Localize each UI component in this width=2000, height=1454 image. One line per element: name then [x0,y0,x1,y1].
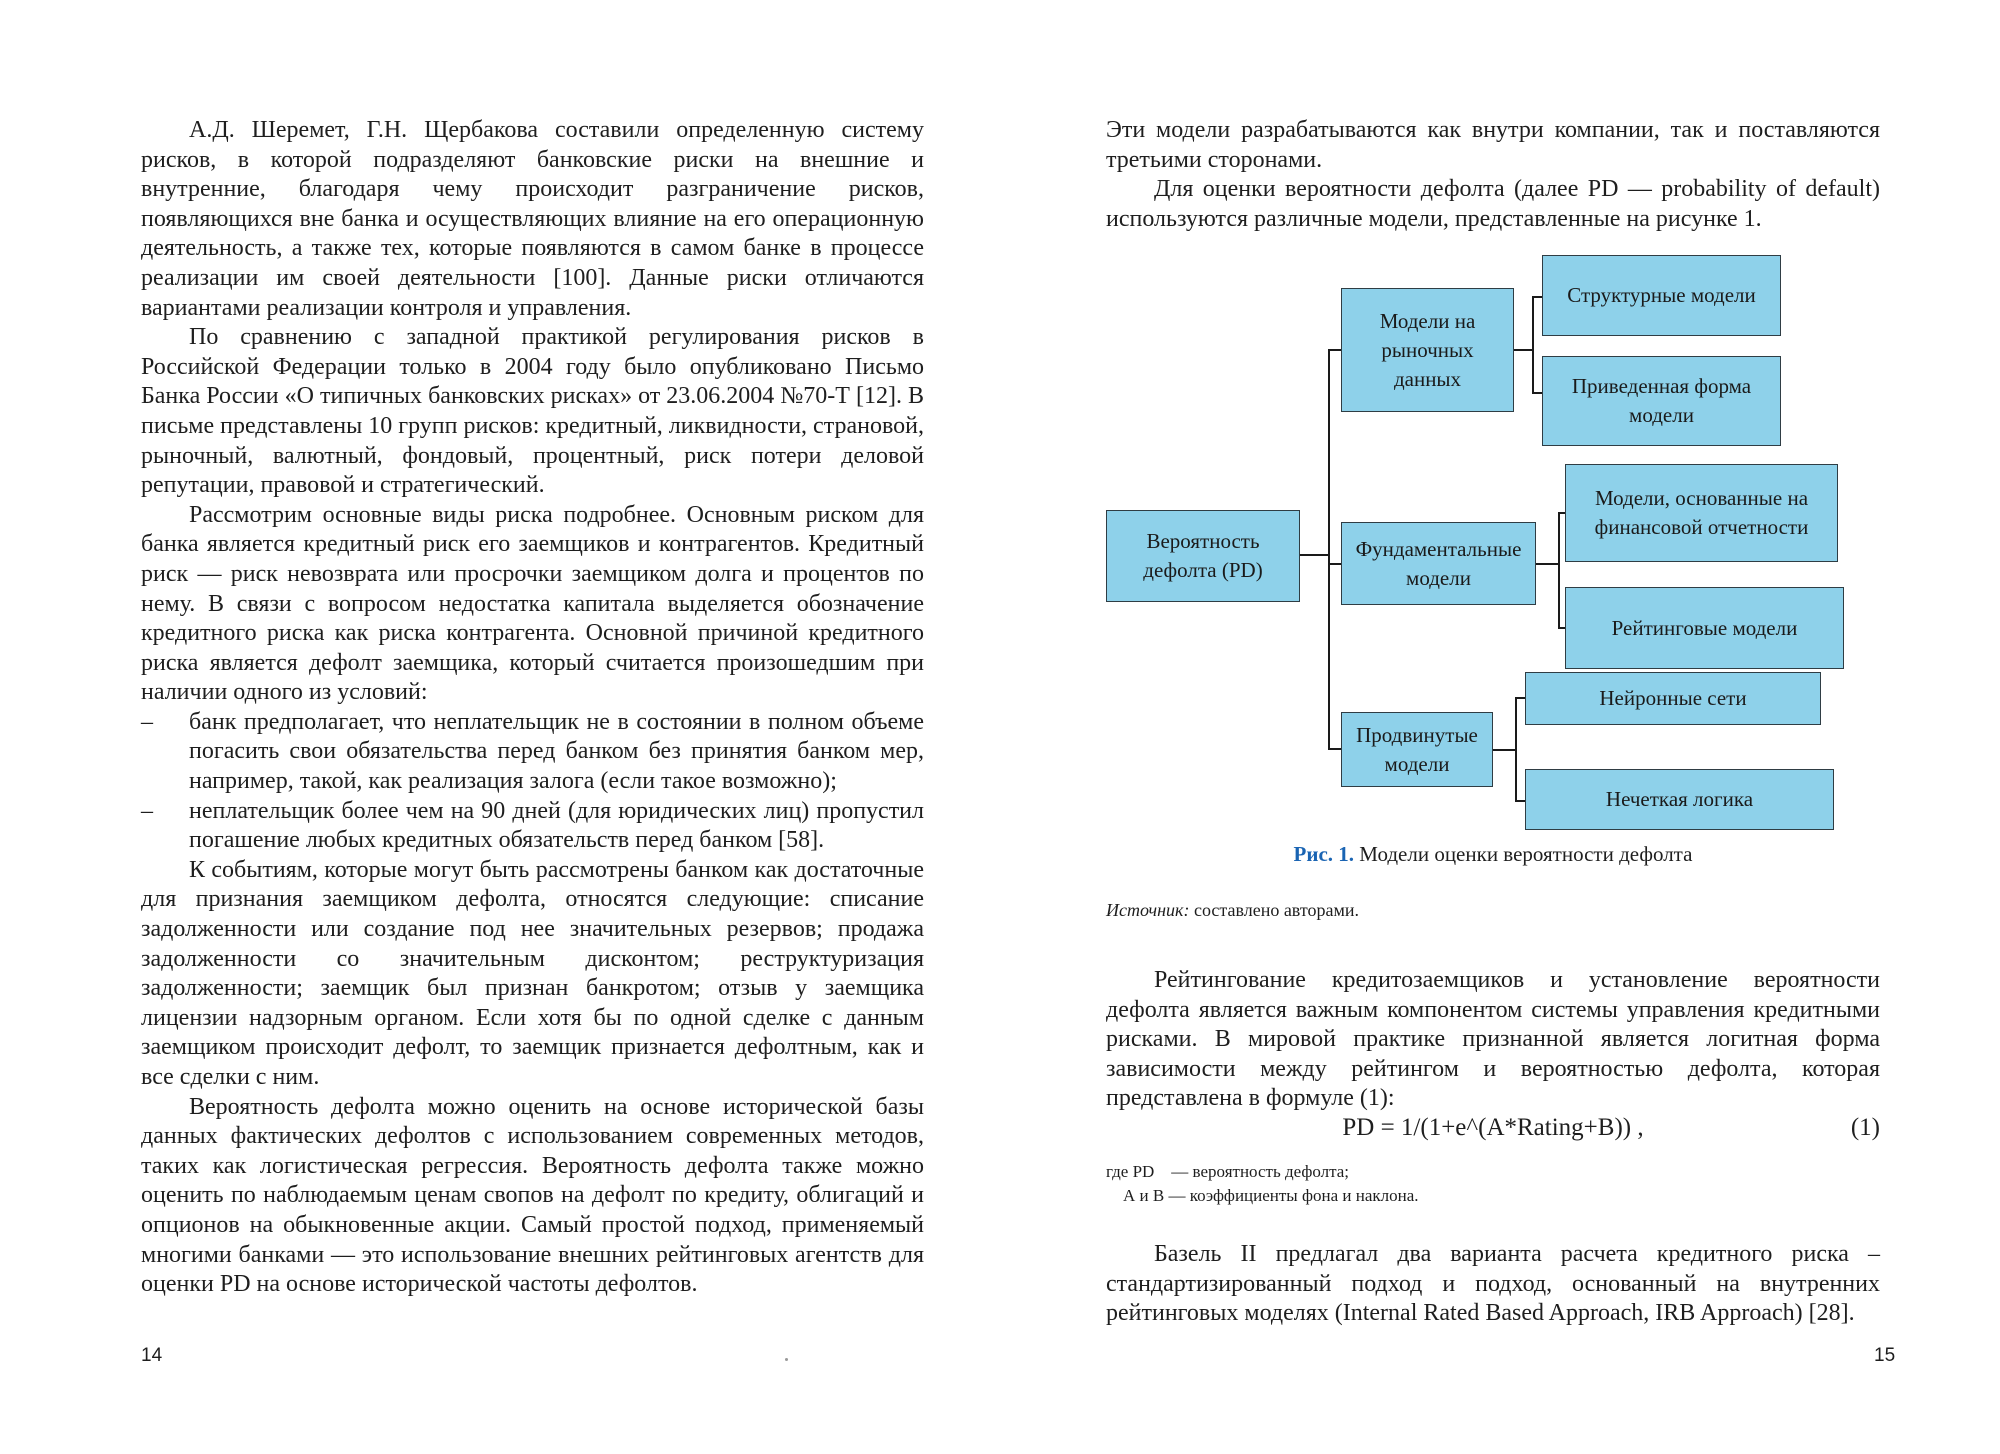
market-data-models-node: Модели на рыночных данных [1341,288,1514,412]
fundamental-models-node: Фундаментальные модели [1341,522,1536,605]
legend-line: А и В — коэффициенты фона и наклона. [1106,1186,1419,1205]
figure-caption [1106,842,1880,867]
connector [1300,554,1328,556]
root-node-pd: Вероятность дефолта (PD) [1106,510,1300,602]
connector [1493,749,1515,751]
paragraph: Базель II предлагал два варианта расчета кредитного риска – стандартизированный подход и подход, основанный на внутренних рейтинговых моделях (Internal Rated Based Approach, IRB Approach) [28]. [1106,1241,1880,1327]
list-item [141,797,924,856]
formula-1 [1106,1114,1880,1146]
paragraph: Рассмотрим основные виды риска подробнее. Основным риском для банка является кредитный риск его заемщиков и контрагентов. Кредитный риск — риск невозврата или просрочки заемщиком долга и процентов по нему. В связи с вопросом недостатка капитала выделяется обозначение кредитного риска как риска контрагента. Основной причиной кредитного риска является дефолт заемщика, который считается произошедшим при наличии одного из условий: [141,501,924,706]
list-item [141,708,924,797]
pd-models-diagram [1106,252,1886,832]
paragraph: К событиям, которые могут быть рассмотрены банком как достаточные для признания заемщиком дефолта, относятся следующие: списание задолженности или создание под нее значительных резервов; продажа задолженности со значительным дисконтом; реструктуризация задолженности; заемщик был признан банкротом; отзыв у заемщика лицензии надзорным органом. Если хотя бы по одной сделке с данным заемщиком происходит дефолт, то заемщик признается дефолтным, как и все сделки с ним. [141,856,924,1090]
advanced-models-node: Продвинутые модели [1341,712,1493,787]
paragraph: По сравнению с западной практикой регулирования рисков в Российской Федерации только в 2004 году было опубликовано Письмо Банка России «О типичных банковских рисках» от 23.06.2004 №70-Т [12]. В письме представлены 10 групп рисков: кредитный, ликвидности, страновой, рыночный, валютный, фондовый, процентный, риск потери деловой репутации, правовой и стратегический. [141,324,924,499]
dash-marker: – [141,708,153,735]
formula-expression: PD = 1/(1+e^(A*Rating+B)) , [1342,1114,1644,1141]
reduced-form-models-node: Приведенная форма модели [1542,356,1781,446]
list-item-text: неплательщик более чем на 90 дней (для юридических лиц) пропустил погашение любых кредитных обязательств перед банком [58]. [189,797,924,854]
connector [1532,392,1542,394]
connector [1328,563,1341,565]
left-page [0,0,990,1454]
page-number: 14 [141,1345,163,1366]
page-number: 15 [1874,1345,1896,1366]
source-label: Источник: [1106,900,1190,920]
paragraph: Вероятность дефолта можно оценить на основе исторической базы данных фактических дефолтов с использованием современных методов, таких как логистическая регрессия. Вероятность дефолта также можно оценить по наблюдаемым ценам свопов на дефолт по кредиту, облигаций и опционов на обыкновенные акции. Самый простой подход, применяемый многими банками — это использование внешних рейтинговых агентств для оценки PD на основе исторической частоты дефолтов. [141,1093,924,1298]
fuzzy-logic-node: Нечеткая логика [1525,769,1834,830]
gutter-mark [785,1358,788,1361]
connector [1532,296,1534,394]
paragraph: Рейтингование кредитозаемщиков и установление вероятности дефолта является важным компонентом системы управления кредитными рисками. В мировой практике признанной является логитная форма зависимости между рейтингом и вероятностью дефолта, которая представлена в формуле (1): [1106,967,1880,1112]
legend-line: где PD — вероятность дефолта; [1106,1162,1350,1181]
paragraph: Эти модели разрабатываются как внутри компании, так и поставляются третьими сторонами. [1106,117,1880,173]
connector [1515,697,1525,699]
connector [1515,800,1525,802]
connector [1536,563,1558,565]
formula-number: (1) [1850,1114,1880,1141]
left-text-column [141,116,924,1300]
connector [1558,512,1565,514]
paragraph: А.Д. Шеремет, Г.Н. Щербакова составили определенную систему рисков, в которой подразделяют банковские риски на внешние и внутренние, благодаря чему происходит разграничение рисков, появляющихся вне банка и осуществляющих влияние на его операционную деятельность, а также тех, которые появляются в самом банке в процессе реализации им своей деятельности [100]. Данные риски отличаются вариантами реализации контроля и управления. [141,117,924,321]
connector [1514,349,1532,351]
dash-marker: – [141,797,153,824]
connector [1515,697,1517,802]
list-item-text: банк предполагает, что неплательщик не в состоянии в полном объеме погасить свои обязательства перед банком без принятия банком мер, например, такой, как реализация залога (если такое возможно); [189,708,924,795]
connector [1328,349,1341,351]
right-text-column-lower [1106,966,1880,1114]
connector [1558,627,1565,629]
neural-networks-node: Нейронные сети [1525,672,1821,725]
connector [1532,296,1542,298]
right-text-column [1106,116,1880,234]
financial-statement-models-node: Модели, основанные на финансовой отчетности [1565,464,1838,562]
right-text-column-bottom [1106,1240,1880,1329]
formula-legend [1106,1160,1419,1208]
structural-models-node: Структурные модели [1542,255,1781,336]
paragraph: Для оценки вероятности дефолта (далее PD — probability of default) используются различные модели, представленные на рисунке 1. [1106,176,1880,232]
figure-caption-text: Модели оценки вероятности дефолта [1359,842,1693,866]
connector [1328,349,1330,750]
figure-source [1106,900,1359,921]
right-page [990,0,2000,1454]
rating-models-node: Рейтинговые модели [1565,587,1844,669]
connector [1558,512,1560,629]
source-text: составлено авторами. [1193,900,1360,920]
figure-label: Рис. 1. [1293,842,1355,866]
connector [1328,748,1341,750]
